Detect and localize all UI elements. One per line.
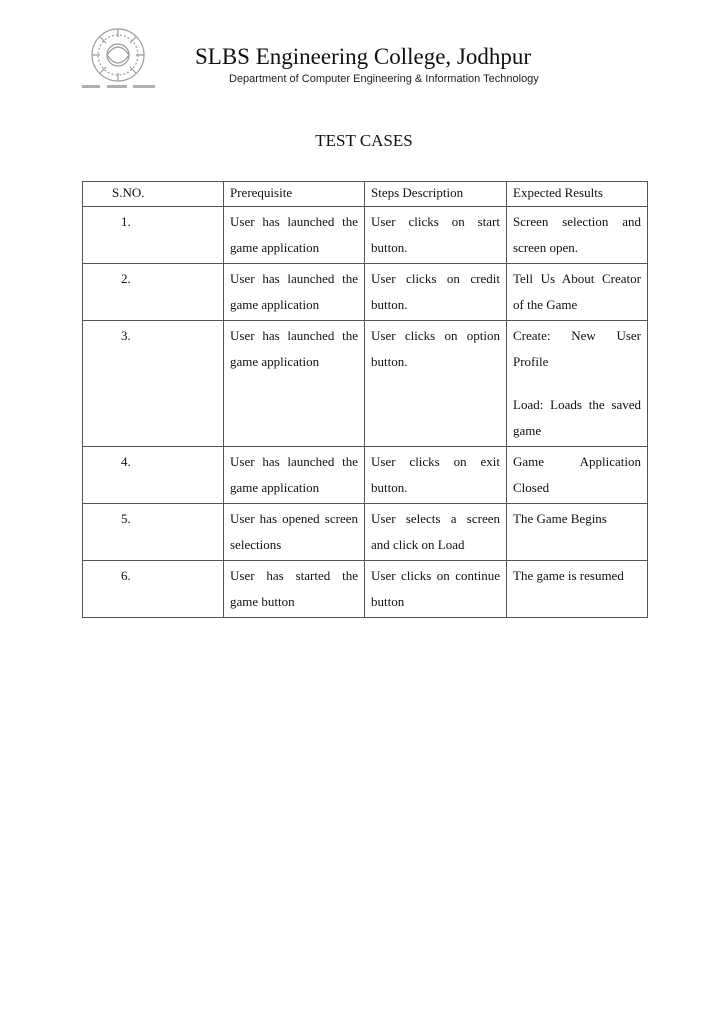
cell-prerequisite: User has opened screen selections	[224, 504, 365, 561]
document-title: TEST CASES	[315, 131, 413, 150]
cell-sno: 1.	[83, 207, 224, 264]
cell-expected: Tell Us About Creator of the Game	[507, 264, 648, 321]
cell-prerequisite: User has launched the game application	[224, 321, 365, 447]
expected-create: Create: New User Profile	[513, 328, 641, 369]
table-row	[83, 561, 648, 618]
cell-expected: Screen selection and screen open.	[507, 207, 648, 264]
cell-expected	[507, 321, 648, 447]
cell-expected: The Game Begins	[507, 504, 648, 561]
cell-prerequisite: User has started the game button	[224, 561, 365, 618]
column-header-prerequisite: Prerequisite	[224, 182, 365, 207]
cell-prerequisite: User has launched the game application	[224, 207, 365, 264]
cell-steps: User clicks on exit button.	[365, 447, 507, 504]
cell-prerequisite: User has launched the game application	[224, 447, 365, 504]
department-name: Department of Computer Engineering & Information Technology	[229, 73, 539, 85]
test-cases-table	[82, 181, 648, 618]
cell-steps: User clicks on option button.	[365, 321, 507, 447]
cell-prerequisite: User has launched the game application	[224, 264, 365, 321]
cell-sno: 2.	[83, 264, 224, 321]
cell-sno: 3.	[83, 321, 224, 447]
cell-sno: 5.	[83, 504, 224, 561]
column-header-steps: Steps Description	[365, 182, 507, 207]
cell-steps: User clicks on start button.	[365, 207, 507, 264]
table-header-row	[83, 182, 648, 207]
college-emblem-icon	[76, 25, 160, 95]
table-row	[83, 447, 648, 504]
cell-sno: 4.	[83, 447, 224, 504]
expected-load: Load: Loads the saved game	[513, 397, 641, 438]
table-row	[83, 321, 648, 447]
cell-steps: User selects a screen and click on Load	[365, 504, 507, 561]
table-row	[83, 504, 648, 561]
cell-expected: The game is resumed	[507, 561, 648, 618]
table-row	[83, 264, 648, 321]
cell-steps: User clicks on continue button	[365, 561, 507, 618]
table-row	[83, 207, 648, 264]
cell-expected: Game Application Closed	[507, 447, 648, 504]
cell-steps: User clicks on credit button.	[365, 264, 507, 321]
column-header-sno: S.NO.	[83, 182, 224, 207]
column-header-expected: Expected Results	[507, 182, 648, 207]
college-name: SLBS Engineering College, Jodhpur	[195, 44, 532, 69]
cell-sno: 6.	[83, 561, 224, 618]
college-logo	[76, 25, 160, 95]
